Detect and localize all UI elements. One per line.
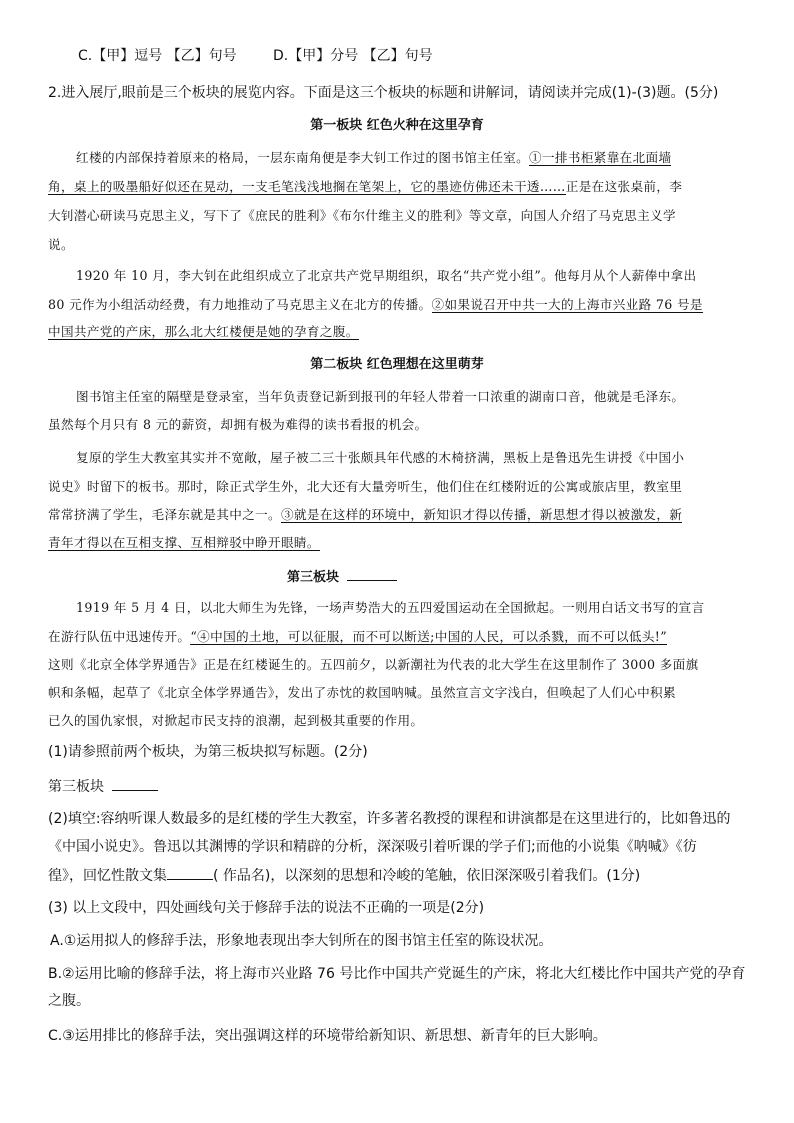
paragraph-line: 这则《北京全体学界通告》正是在红楼诞生的。五四前夕，以新潮社为代表的北大学生在这里制作了 3000 多面旗 [48, 657, 699, 672]
paragraph-line [48, 533, 748, 553]
choice-c: C.③运用排比的修辞手法，突出强调这样的环境带给新知识、新思想、新青年的巨大影响。 [48, 1028, 607, 1044]
answer-line-1: 第三板块 [48, 776, 748, 797]
paragraph-line: 1920 年 10 月，李大钊在此组织成立了北京共产党早期组织，取名“共产党小组”。他每月从个人薪俸中拿出 [76, 268, 697, 283]
paragraph-line: 说史》时留下的板书。那时，除正式学生外，北大还有大量旁听生，他们住在红楼附近的公寓或旅店里，教室里 [48, 479, 683, 494]
answer-blank-2 [167, 865, 213, 880]
paragraph-line: 已久的国仇家恨，对掀起市民支持的浪潮，起到极其重要的作用。 [48, 713, 424, 728]
question-intro: 2.进入展厅,眼前是三个板块的展览内容。下面是这三个板块的标题和讲解词，请阅读并完成(1)-(3)题。(5分) [48, 85, 719, 101]
option-c: C.【甲】逗号 【乙】句号 [78, 48, 237, 64]
subquestion-2: (2)填空:容纳听课人数最多的是红楼的学生大教室，许多著名教授的课程和讲演都是在这里进行的，比如鲁迅的 [48, 811, 731, 827]
choice-a: A.①运用拟人的修辞手法，形象地表现出李大钊所在的图书馆主任室的陈设状况。 [50, 933, 553, 949]
paragraph-line: 在游行队伍中迅速传开。“④中国的土地，可以征服，而不可以断送;中国的人民，可以杀戮，而不可以低头!” [48, 629, 668, 644]
section2-title: 第二板块 红色理想在这里萌芽 [310, 357, 484, 372]
subquestion-2-line2: 《中国小说史》。鲁迅以其渊博的学识和精辟的分析，深深吸引着听课的学子们;而他的小说集《呐喊》《彷 [48, 839, 697, 855]
underlined-sentence-2: ②如果说召开中共一大的上海市兴业路 76 号是 [431, 297, 703, 312]
section3-title-blank [347, 566, 397, 581]
underlined-sentence-1-cont: 角，桌上的吸墨船好似还在晃动，一支毛笔浅浅地搁在笔架上，它的墨迹仿佛还未干透…… [48, 179, 566, 194]
answer-blank-1 [112, 776, 158, 791]
option-d: D.【甲】分号 【乙】句号 [273, 48, 433, 64]
section1-title: 第一板块 红色火种在这里孕育 [310, 118, 484, 133]
underlined-sentence-3: ③就是在这样的环境中，新知识才得以传播，新思想才得以被激发，新 [281, 507, 683, 522]
underlined-sentence-4: “④中国的土地，可以征服，而不可以断送;中国的人民，可以杀戮，而不可以低头!” [190, 629, 668, 644]
paragraph-line: 复原的学生大教室其实并不宽敞，屋子被二三十张颇具年代感的木椅挤满，黑板上是鲁迅先生讲授《中国小 [76, 450, 685, 465]
choice-b-cont: 之腹。 [48, 993, 90, 1009]
subquestion-2-line3: 徨》，回忆性散文集 ( 作品名)，以深刻的思想和冷峻的笔触，依旧深深吸引着我们。(1分) [48, 865, 748, 886]
underlined-sentence-2-cont: 中国共产党的产床，那么北大红楼便是她的孕育之腹。 [48, 324, 359, 339]
paragraph-line: 图书馆主任室的隔壁是登录室，当年负责登记新到报刊的年轻人带着一口浓重的湖南口音，他就是毛泽东。 [76, 389, 685, 404]
subquestion-3: (3) 以上文段中，四处画线句关于修辞手法的说法不正确的一项是(2分) [48, 900, 485, 916]
choice-b: B.②运用比喻的修辞手法，将上海市兴业路 76 号比作中国共产党诞生的产床，将北大红楼比作中国共产党的孕育 [48, 966, 746, 982]
paragraph-line [48, 322, 748, 342]
paragraph-line: 80 元作为小组活动经费，有力地推动了马克思主义在北方的传播。②如果说召开中共一大的上海市兴业路 76 号是 [48, 297, 703, 312]
underlined-sentence-1: ①一排书柜紧靠在北面墙 [529, 150, 672, 165]
paragraph-line: 帜和条幅，起草了《北京全体学界通告》，发出了赤忱的救国呐喊。虽然宣言文字浅白，但唤起了人们心中积累 [48, 685, 676, 700]
paragraph-line: 1919 年 5 月 4 日，以北大师生为先锋，一场声势浩大的五四爱国运动在全国掀起。一则用白话文书写的宣言 [76, 600, 705, 615]
section3-title: 第三板块 [287, 566, 587, 588]
underlined-sentence-3-cont: 青年才得以在互相支撑、互相辩驳中睁开眼睛。 [48, 535, 320, 550]
paragraph-line: 大钊潜心研读马克思主义，写下了《庶民的胜利》《布尔什维主义的胜利》等文章，向国人介绍了马克思主义学 [48, 208, 676, 223]
paragraph-line: 说。 [48, 237, 74, 252]
subquestion-1: (1)请参照前两个板块，为第三板块拟写标题。(2分) [48, 744, 368, 760]
paragraph-line: 常常挤满了学生，毛泽东就是其中之一。③就是在这样的环境中，新知识才得以传播，新思想才得以被激发，新 [48, 507, 683, 522]
paragraph-line: 角，桌上的吸墨船好似还在晃动，一支毛笔浅浅地搁在笔架上，它的墨迹仿佛还未干透……正是在这张桌前，李 [48, 179, 683, 194]
paragraph-line: 红楼的内部保持着原来的格局，一层东南角便是李大钊工作过的图书馆主任室。①一排书柜紧靠在北面墙 [76, 150, 672, 165]
paragraph-line: 虽然每个月只有 8 元的薪资，却拥有极为难得的读书看报的机会。 [48, 417, 428, 432]
